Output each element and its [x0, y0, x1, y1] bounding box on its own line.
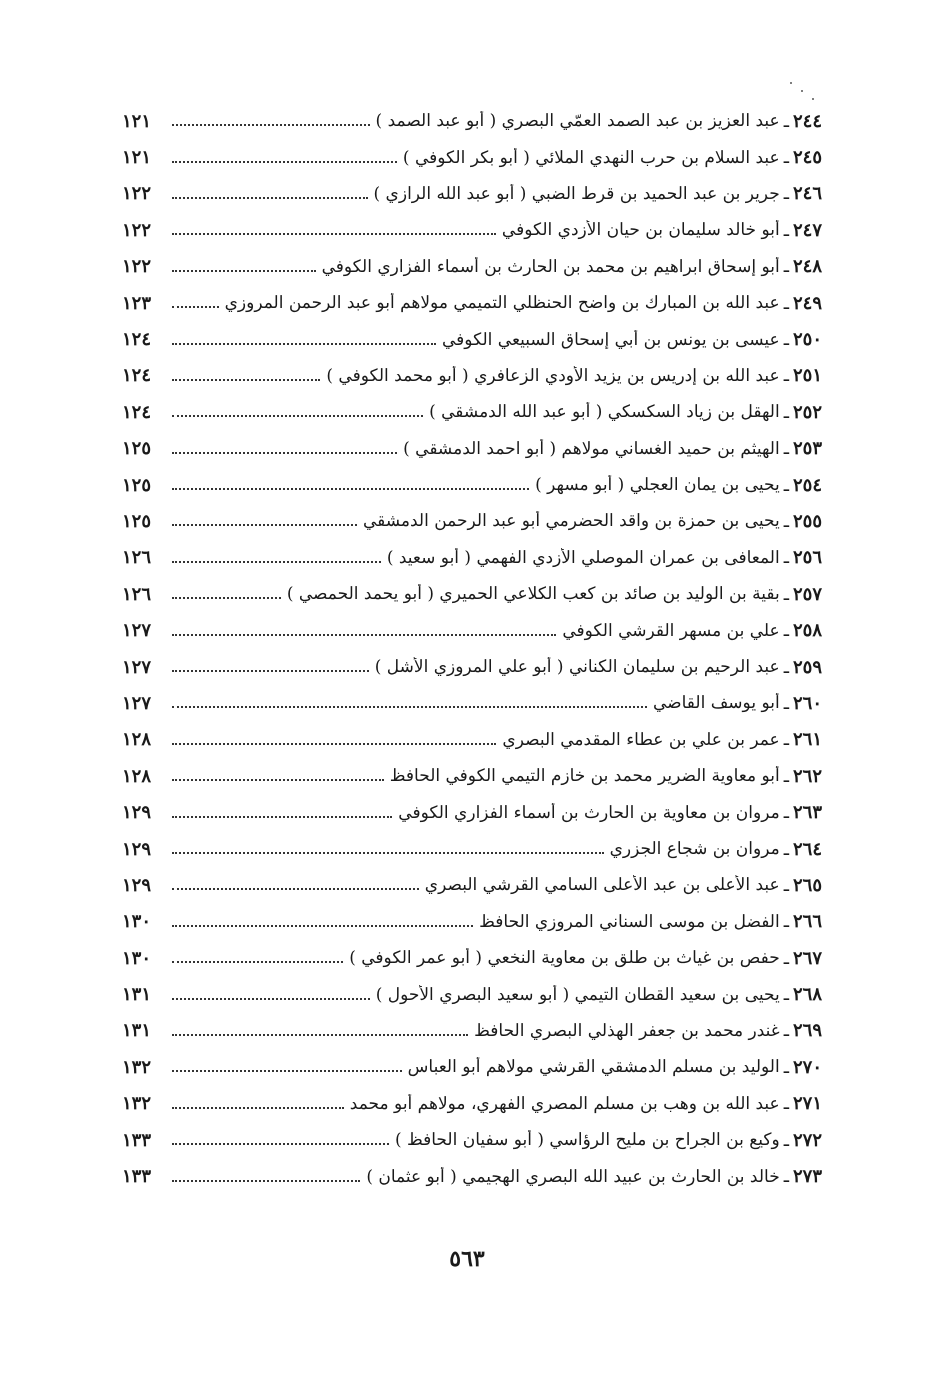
entry-separator: ـ — [783, 329, 789, 351]
toc-entry — [122, 1013, 822, 1049]
dot-leader — [172, 998, 370, 1000]
dot-leader — [172, 561, 381, 563]
toc-entry — [122, 394, 822, 430]
entry-title: عبد الله بن وهب بن مسلم المصري الفهري، مولاهم أبو محمد — [349, 1093, 780, 1114]
table-of-contents — [122, 103, 822, 1195]
entry-page-number: ١٢٥ — [122, 438, 152, 460]
entry-title: أبو إسحاق ابراهيم بن محمد بن الحارث بن أسماء الفزاري الكوفي — [321, 256, 780, 277]
dot-leader — [172, 1070, 402, 1072]
entry-number: ٢٥٩ — [792, 656, 822, 678]
dot-leader — [172, 925, 473, 927]
entry-separator: ـ — [783, 219, 789, 241]
toc-entry — [122, 431, 822, 467]
dot-leader — [172, 816, 392, 818]
entry-separator: ـ — [783, 1020, 789, 1042]
entry-page-number: ١٣٣ — [122, 1129, 152, 1151]
entry-number: ٢٦٧ — [792, 947, 822, 969]
entry-separator: ـ — [783, 620, 789, 642]
dot-leader — [172, 597, 281, 599]
toc-entry — [122, 139, 822, 175]
entry-page-number: ١٢٣ — [122, 292, 152, 314]
entry-page-number: ١٢٥ — [122, 510, 152, 532]
entry-page-number: ١٢٤ — [122, 401, 152, 423]
entry-number: ٢٤٥ — [792, 147, 822, 169]
entry-separator: ـ — [783, 583, 789, 605]
entry-separator: ـ — [783, 474, 789, 496]
entry-number: ٢٦٥ — [792, 874, 822, 896]
entry-page-number: ١٢٩ — [122, 838, 152, 860]
entry-number: ٢٦١ — [792, 729, 822, 751]
toc-entry — [122, 758, 822, 794]
toc-entry — [122, 103, 822, 139]
toc-entry — [122, 176, 822, 212]
dot-leader — [172, 1143, 389, 1145]
entry-number: ٢٦٦ — [792, 911, 822, 933]
entry-title: الهقل بن زياد السكسكي ( أبو عبد الله الدمشقي ) — [429, 402, 780, 423]
dot-leader — [172, 124, 370, 126]
entry-number: ٢٥٧ — [792, 583, 822, 605]
entry-title: عبد العزيز بن عبد الصمد العمّي البصري ( أبو عبد الصمد ) — [375, 111, 780, 132]
toc-entry — [122, 612, 822, 648]
print-speck — [812, 98, 814, 100]
entry-title: عبد الرحيم بن سليمان الكناني ( أبو علي المروزي الأشل ) — [374, 657, 780, 678]
entry-page-number: ١٣٣ — [122, 1166, 152, 1188]
entry-title: عيسى بن يونس بن أبي إسحاق السبيعي الكوفي — [442, 329, 780, 350]
entry-page-number: ١٣٢ — [122, 1093, 152, 1115]
entry-page-number: ١٢٦ — [122, 583, 152, 605]
dot-leader — [172, 452, 397, 454]
entry-title: غندر محمد بن جعفر الهذلي البصري الحافظ — [474, 1020, 780, 1041]
entry-page-number: ١٢٤ — [122, 365, 152, 387]
dot-leader — [172, 1034, 468, 1036]
entry-page-number: ١٢٦ — [122, 547, 152, 569]
entry-separator: ـ — [783, 401, 789, 423]
entry-number: ٢٥٢ — [792, 401, 822, 423]
dot-leader — [172, 415, 423, 417]
entry-title: مروان بن شجاع الجزري — [609, 839, 780, 859]
entry-separator: ـ — [783, 183, 789, 205]
toc-entry — [122, 1049, 822, 1085]
entry-title: مروان بن معاوية بن الحارث بن أسماء الفزاري الكوفي — [398, 802, 780, 823]
entry-number: ٢٥٨ — [792, 620, 822, 642]
entry-title: عبد الله بن المبارك بن واضح الحنظلي التميمي مولاهم أبو عبد الرحمن المروزي — [224, 293, 780, 314]
entry-page-number: ١٢٧ — [122, 620, 152, 642]
entry-separator: ـ — [783, 1129, 789, 1151]
entry-title: الوليد بن مسلم الدمشقي القرشي مولاهم أبو العباس — [407, 1057, 780, 1078]
entry-number: ٢٥١ — [792, 365, 822, 387]
entry-title: خالد بن الحارث بن عبيد الله البصري الهجيمي ( أبو عثمان ) — [366, 1166, 780, 1187]
entry-number: ٢٦٨ — [792, 984, 822, 1006]
entry-separator: ـ — [783, 838, 789, 860]
entry-number: ٢٦٢ — [792, 765, 822, 787]
entry-title: عبد الأعلى بن عبد الأعلى السامي القرشي البصري — [424, 875, 780, 896]
entry-title: علي بن مسهر القرشي الكوفي — [562, 620, 780, 641]
entry-title: جرير بن عبد الحميد بن قرط الضبي ( أبو عبد الله الرازي ) — [373, 183, 780, 204]
print-speck — [790, 82, 792, 84]
dot-leader — [172, 743, 496, 745]
toc-entry — [122, 1122, 822, 1158]
entry-page-number: ١٣٠ — [122, 911, 152, 933]
toc-entry — [122, 540, 822, 576]
entry-number: ٢٦٠ — [792, 692, 822, 714]
entry-title: أبو معاوية الضرير محمد بن خازم التيمي الكوفي الحافظ — [389, 766, 780, 787]
entry-title: يحيى بن حمزة بن واقد الحضرمي أبو عبد الرحمن الدمشقي — [362, 511, 780, 532]
entry-separator: ـ — [783, 438, 789, 460]
entry-separator: ـ — [783, 947, 789, 969]
entry-title: بقية بن الوليد بن صائد بن كعب الكلاعي الحميري ( أبو يحمد الحمصي ) — [286, 584, 780, 605]
toc-entry — [122, 904, 822, 940]
entry-page-number: ١٣٢ — [122, 1056, 152, 1078]
entry-title: المعافى بن عمران الموصلي الأزدي الفهمي ( أبو سعيد ) — [386, 547, 780, 568]
entry-separator: ـ — [783, 692, 789, 714]
entry-page-number: ١٢٢ — [122, 219, 152, 241]
toc-entry — [122, 1158, 822, 1194]
dot-leader — [172, 197, 368, 199]
print-speck — [801, 90, 803, 92]
entry-title: الفضل بن موسى السناني المروزي الحافظ — [479, 911, 780, 932]
dot-leader — [172, 379, 320, 381]
toc-entry — [122, 249, 822, 285]
entry-number: ٢٤٨ — [792, 256, 822, 278]
entry-number: ٢٥٦ — [792, 547, 822, 569]
entry-number: ٢٦٩ — [792, 1020, 822, 1042]
toc-entry — [122, 503, 822, 539]
toc-entry — [122, 685, 822, 721]
entry-number: ٢٥٣ — [792, 438, 822, 460]
dot-leader — [172, 306, 219, 308]
entry-page-number: ١٢٨ — [122, 729, 152, 751]
entry-title: وكيع بن الجراح بن مليح الرؤاسي ( أبو سفيان الحافظ ) — [394, 1130, 780, 1151]
dot-leader — [172, 488, 529, 490]
entry-page-number: ١٣١ — [122, 1020, 152, 1042]
entry-separator: ـ — [783, 984, 789, 1006]
entry-separator: ـ — [783, 911, 789, 933]
entry-page-number: ١٢٧ — [122, 692, 152, 714]
toc-entry — [122, 1086, 822, 1122]
entry-page-number: ١٢٢ — [122, 183, 152, 205]
entry-number: ٢٥٠ — [792, 329, 822, 351]
entry-page-number: ١٢١ — [122, 110, 152, 132]
entry-number: ٢٧٣ — [792, 1166, 822, 1188]
entry-separator: ـ — [783, 547, 789, 569]
entry-page-number: ١٢٩ — [122, 874, 152, 896]
dot-leader — [172, 888, 419, 890]
entry-page-number: ١٢٩ — [122, 802, 152, 824]
entry-separator: ـ — [783, 802, 789, 824]
entry-separator: ـ — [783, 147, 789, 169]
entry-page-number: ١٢٢ — [122, 256, 152, 278]
dot-leader — [172, 779, 384, 781]
toc-entry — [122, 576, 822, 612]
entry-separator: ـ — [783, 874, 789, 896]
toc-entry — [122, 212, 822, 248]
entry-number: ٢٧٢ — [792, 1129, 822, 1151]
toc-entry — [122, 285, 822, 321]
toc-entry — [122, 649, 822, 685]
dot-leader — [172, 670, 369, 672]
entry-page-number: ١٢١ — [122, 147, 152, 169]
toc-entry — [122, 467, 822, 503]
toc-entry — [122, 976, 822, 1012]
dot-leader — [172, 233, 496, 235]
entry-separator: ـ — [783, 256, 789, 278]
entry-separator: ـ — [783, 656, 789, 678]
entry-separator: ـ — [783, 1056, 789, 1078]
entry-number: ٢٤٩ — [792, 292, 822, 314]
entry-separator: ـ — [783, 1093, 789, 1115]
entry-separator: ـ — [783, 765, 789, 787]
entry-title: يحيى بن يمان العجلي ( أبو مسهر ) — [535, 475, 780, 496]
toc-entry — [122, 358, 822, 394]
entry-page-number: ١٣٠ — [122, 947, 152, 969]
entry-title: أبو خالد سليمان بن حيان الأزدي الكوفي — [501, 220, 780, 241]
entry-separator: ـ — [783, 292, 789, 314]
entry-number: ٢٤٤ — [792, 110, 822, 132]
dot-leader — [172, 161, 397, 163]
dot-leader — [172, 270, 316, 272]
entry-separator: ـ — [783, 365, 789, 387]
entry-number: ٢٧١ — [792, 1093, 822, 1115]
dot-leader — [172, 1180, 360, 1182]
entry-separator: ـ — [783, 510, 789, 532]
entry-title: يحيى بن سعيد القطان التيمي ( أبو سعيد البصري الأحول ) — [375, 984, 780, 1005]
page-number: ٥٦٣ — [449, 1246, 485, 1272]
toc-entry — [122, 722, 822, 758]
dot-leader — [172, 343, 436, 345]
entry-title: عبد السلام بن حرب النهدي الملائي ( أبو بكر الكوفي ) — [402, 147, 780, 168]
entry-page-number: ١٢٥ — [122, 474, 152, 496]
entry-page-number: ١٢٨ — [122, 765, 152, 787]
entry-page-number: ١٣١ — [122, 984, 152, 1006]
entry-title: عمر بن علي بن عطاء المقدمي البصري — [502, 729, 780, 750]
entry-separator: ـ — [783, 729, 789, 751]
entry-number: ٢٦٣ — [792, 802, 822, 824]
entry-page-number: ١٢٤ — [122, 329, 152, 351]
entry-number: ٢٤٧ — [792, 219, 822, 241]
entry-number: ٢٧٠ — [792, 1056, 822, 1078]
entry-title: عبد الله بن إدريس بن يزيد الأودي الزعافري ( أبو محمد الكوفي ) — [326, 365, 780, 386]
toc-entry — [122, 794, 822, 830]
entry-title: الهيثم بن حميد الغساني مولاهم ( أبو احمد الدمشقي ) — [403, 438, 780, 459]
entry-separator: ـ — [783, 110, 789, 132]
dot-leader — [172, 706, 647, 708]
dot-leader — [172, 852, 604, 854]
entry-title: أبو يوسف القاضي — [653, 693, 780, 714]
dot-leader — [172, 961, 343, 963]
toc-entry — [122, 940, 822, 976]
dot-leader — [172, 1107, 344, 1109]
toc-entry — [122, 867, 822, 903]
dot-leader — [172, 524, 357, 526]
toc-entry — [122, 321, 822, 357]
entry-number: ٢٥٤ — [792, 474, 822, 496]
entry-title: حفص بن غياث بن طلق بن معاوية النخعي ( أبو عمر الكوفي ) — [349, 948, 780, 969]
entry-page-number: ١٢٧ — [122, 656, 152, 678]
entry-number: ٢٥٥ — [792, 510, 822, 532]
entry-number: ٢٦٤ — [792, 838, 822, 860]
toc-entry — [122, 831, 822, 867]
dot-leader — [172, 634, 556, 636]
entry-separator: ـ — [783, 1166, 789, 1188]
entry-number: ٢٤٦ — [792, 183, 822, 205]
